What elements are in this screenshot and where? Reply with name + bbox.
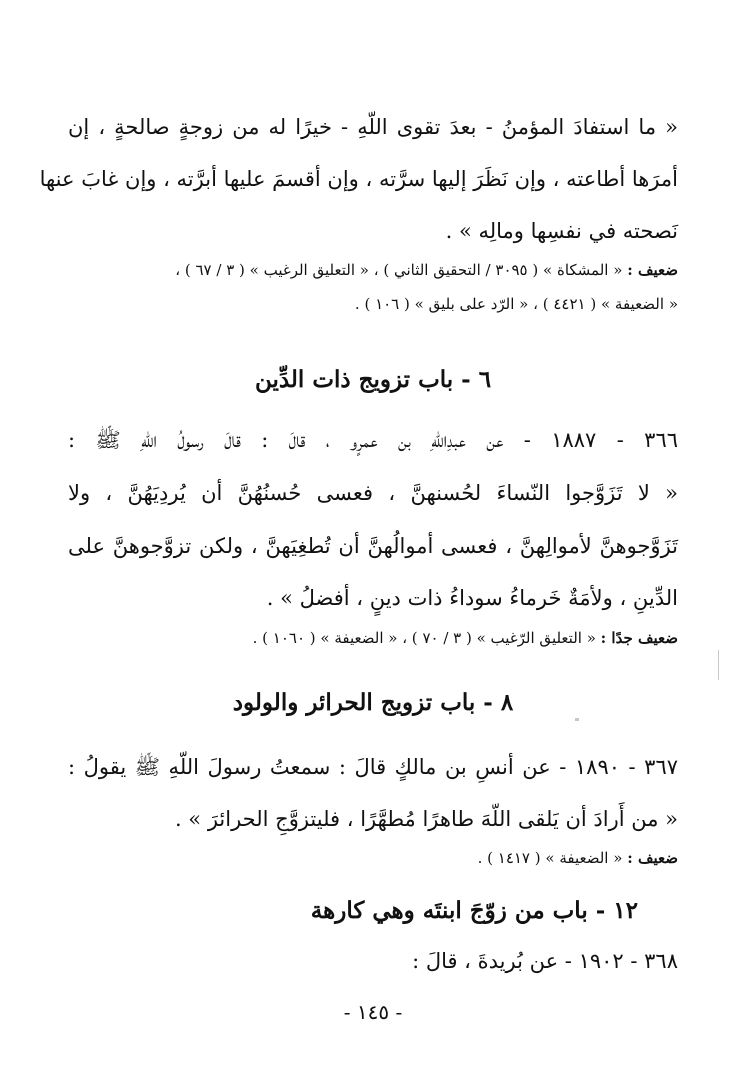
hadith-a-grade-2: « الضعيفة » ( ٤٤٢١ ) ، « الرّد على بليق » ( ١٠٦ ) . xyxy=(354,295,678,313)
hadith-367-grade xyxy=(68,846,678,870)
grade-sources: « التعليق الرّغيب » ( ٣ / ٧٠ ) ، « الضعيفة » ( ١٠٦٠ ) . xyxy=(252,629,596,647)
hadith-367-line-1: « من أَرادَ أن يَلقى اللّهَ طاهرًا مُطهَّرًا ، فليتزوَّجِ الحرائرَ » . xyxy=(174,807,678,831)
hadith-a-line-2: أمرَها أطاعته ، وإن نَظَرَ إليها سرَّته ، وإن أقسمَ عليها أبرَّته ، وإن غابَ عنها xyxy=(39,167,678,191)
grade-label: ضعيف : xyxy=(627,849,678,867)
hadith-a-line-1: « ما استفادَ المؤمنُ - بعدَ تقوى اللّهِ - خيرًا له من زوجةٍ صالحةٍ ، إن xyxy=(68,115,678,139)
hadith-366-intro: ٣٦٦ - ١٨٨٧ - عن عبدِاللّهِ بن عمرٍو ، قالَ : قالَ رسولُ اللّهِ ﷺ : xyxy=(68,428,679,452)
hadith-368-intro: ٣٦٨ - ١٩٠٢ - عن بُريدةَ ، قالَ : xyxy=(412,949,678,973)
page-number: - ١٤٥ - xyxy=(343,1000,403,1024)
hadith-366-line-2: تَزَوَّجوهنَّ لأموالِهنَّ ، فعسى أموالُهنَّ أن تُطغِيَهنَّ ، ولكن تزوَّجوهنَّ على xyxy=(68,534,678,558)
grade-sources: « المشكاة » ( ٣٠٩٥ / التحقيق الثاني ) ، « التعليق الرغيب » ( ٣ / ٦٧ ) ، xyxy=(175,261,623,279)
hadith-367-intro: ٣٦٧ - ١٨٩٠ - عن أنسِ بن مالكٍ قالَ : سمعتُ رسولَ اللّهِ ﷺ يقولُ : xyxy=(68,755,679,779)
hadith-366-line-1: « لا تَزَوَّجوا النّساءَ لحُسنهنَّ ، فعسى حُسنُهُنَّ أن يُردِيَهُنَّ ، ولا xyxy=(68,481,678,505)
book-page xyxy=(39,0,679,1090)
grade-label: ضعيف جدًا : xyxy=(600,629,678,647)
chapter-heading-6: ٦ - باب تزويج ذات الدِّين xyxy=(254,366,492,393)
hadith-366-grade xyxy=(68,626,678,650)
scan-mark xyxy=(718,650,719,680)
hadith-a-line-3: نَصحته في نفسِها ومالِه » . xyxy=(445,219,678,243)
chapter-heading-12: ١٢ - باب من زوّجَ ابنتَه وهي كارهة xyxy=(310,897,638,924)
scan-speck xyxy=(575,718,579,721)
hadith-a-grade-1 xyxy=(68,258,678,282)
hadith-366-line-3: الدِّينِ ، ولأمَةٌ خَرماءُ سوداءُ ذات دينٍ ، أفضلُ » . xyxy=(266,586,678,610)
grade-sources: « الضعيفة » ( ١٤١٧ ) . xyxy=(477,849,623,867)
grade-label: ضعيف : xyxy=(627,261,678,279)
chapter-heading-8: ٨ - باب تزويج الحرائر والولود xyxy=(232,689,514,716)
